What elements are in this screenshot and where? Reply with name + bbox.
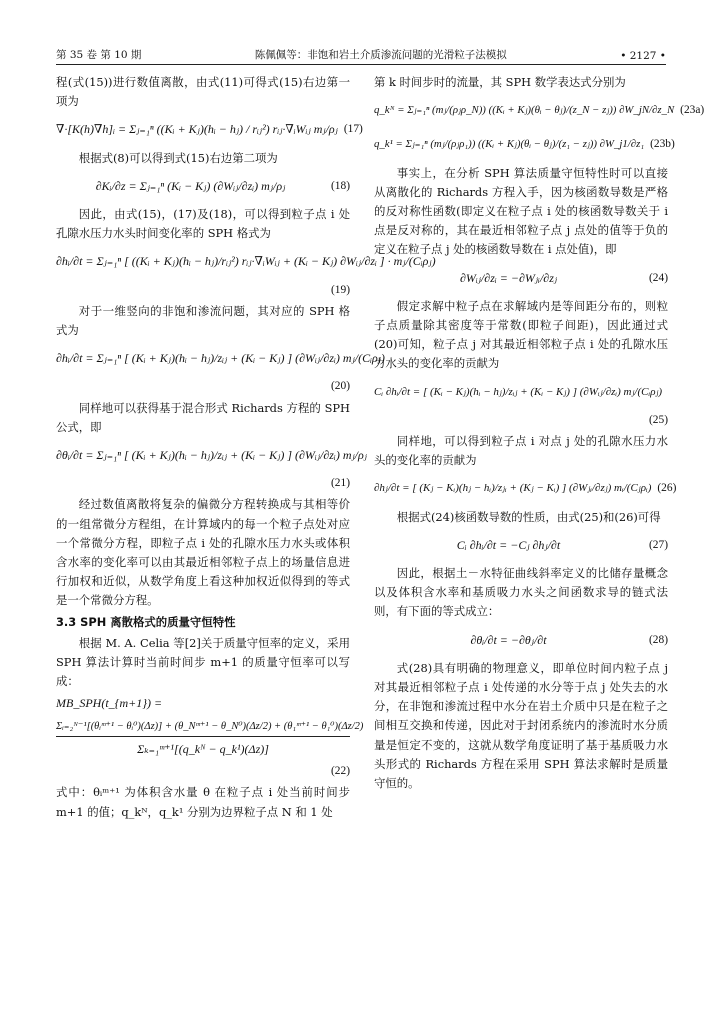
equation-number: (24) — [649, 271, 668, 284]
equation-body: ∂θᵢ/∂t = −∂θⱼ/∂t — [470, 632, 547, 647]
equation-number: (23b) — [650, 138, 675, 151]
left-column — [56, 73, 436, 822]
equation-body: Σᵢ₌₂ᴺ⁻¹[(θᵢᵐ⁺¹ − θᵢ⁰)(Δz)] + (θ_Nᵐ⁺¹ − θ_N⁰)(Δz/2) + (θ₁ᵐ⁺¹ − θ₁⁰)(Δz/2) — [56, 720, 364, 732]
paragraph: 假定求解中粒子点在求解域内是等间距分布的，则粒子点质量除其密度等于常数(即粒子间距)，因此通过式(20)可知，粒子点 j 对其最近相邻粒子点 i 处的孔隙水压力水头的变化率的贡献为 — [374, 298, 668, 371]
equation-number: (18) — [331, 179, 350, 192]
equation-17 — [56, 114, 363, 145]
header-rule — [56, 64, 666, 65]
equation-body: MB_SPH(t_{m+1}) = — [56, 696, 163, 711]
equation-body: Cᵢ ∂hᵢ/∂t = −Cⱼ ∂hⱼ/∂t — [456, 537, 561, 552]
equation-body: q_kᴺ = Σⱼ₌₁ⁿ (mⱼ/(ρⱼρ_N)) ((Kᵢ + Kⱼ)(θᵢ − θⱼ)/(z_N − zⱼ)) ∂W_jN/∂z_N — [374, 104, 675, 117]
journal-volume: 第 35 卷 第 10 期 — [56, 49, 142, 61]
equation-body: Σₖ₌₁ᵐ⁺¹[(q_kᴺ − q_k¹)(Δz)] — [137, 741, 269, 756]
equation-25 — [374, 377, 668, 408]
equation-number: (25) — [649, 413, 668, 426]
equation-body: ∂hⱼ/∂t = [ (Kⱼ − Kᵢ)(hⱼ − hᵢ)/zⱼᵢ + (Kⱼ − Kᵢ) ] (∂Wⱼᵢ/∂zⱼ) mᵢ/(Cⱼρᵢ) — [374, 482, 652, 495]
equation-27 — [374, 530, 668, 561]
page-number: • 2127 • — [620, 50, 666, 62]
equation-body: ∂Wᵢⱼ/∂zᵢ = −∂Wⱼᵢ/∂zⱼ — [459, 270, 558, 285]
paragraph: 事实上，在分析 SPH 算法质量守恒特性时可以直接从离散化的 Richards 方程入手，因为核函数导数是严格的反对称性函数(即定义在粒子点 i 处的核函数导数关于 i 点是反对称的，其在最近相邻粒子点 j 点处的值等于负的定义在粒子点 j 处的核函数导数在 i 点处值)，即 — [374, 165, 668, 257]
equation-body: ∂Kᵢ/∂z = Σⱼ₌₁ⁿ (Kᵢ − Kⱼ) (∂Wᵢⱼ/∂zᵢ) mⱼ/ρⱼ — [95, 178, 286, 193]
equation-number: (28) — [649, 633, 668, 646]
paragraph: 式(28)具有明确的物理意义，即单位时间内粒子点 j 对其最近相邻粒子点 i 处传递的水分等于点 j 处失去的水分，在非饱和渗流过程中水分在岩土介质中只是在粒子之间相互交换和传递，因此对于封闭系统内的渗流时水分质量是恒定不变的，这就从数学角度证明了基于基质吸力水头形式的 Richards 方程在采用 SPH 算法求解时是质量守恒的。 — [374, 660, 668, 791]
running-title: 陈佩佩等：非饱和岩土介质渗流问题的光滑粒子法模拟 — [254, 49, 507, 61]
equation-23a — [374, 95, 705, 126]
equation-number: (17) — [343, 123, 363, 136]
paragraph: 经过数值离散将复杂的偏微分方程转换成与其相等价的一组常微分方程组，在计算域内的每一个粒子点处对应一个常微分方程，即粒子点 i 处的孔隙水压力水头或体积含水率的变化率可以由其最近相邻粒子点上的场量信息进行加权和近似，从数学角度上看这种加权近似得到的等式是一个常微分方程。 — [56, 497, 350, 608]
equation-19 — [56, 246, 436, 277]
paragraph: 根据式(8)可以得到式(15)右边第二项为 — [78, 150, 278, 165]
equation-18 — [56, 171, 350, 202]
paragraph: 程(式(15))进行数值离散，由式(11)可得式(15)右边第一项为 — [56, 75, 350, 109]
paragraph: 第 k 时间步时的流量，其 SPH 数学表达式分别为 — [374, 75, 626, 89]
equation-number: (21) — [331, 477, 350, 490]
equation-body: ∂hᵢ/∂t = Σⱼ₌₁ⁿ [ ((Kᵢ + Kⱼ)(hᵢ − hⱼ)/rᵢⱼ²) rᵢⱼ·∇ᵢWᵢⱼ + (Kᵢ − Kⱼ) ∂Wᵢⱼ/∂zᵢ ] · mⱼ/(Cᵢρⱼ) — [56, 254, 436, 269]
equation-26 — [374, 473, 677, 504]
paragraph: 对于一维竖向的非饱和渗流问题，其对应的 SPH 格式为 — [56, 303, 350, 338]
equation-number: (22) — [331, 765, 350, 778]
equation-number: (26) — [657, 482, 677, 495]
equation-28 — [374, 625, 668, 656]
equation-22-numerator — [56, 717, 364, 737]
paragraph: 根据式(24)核函数导数的性质，由式(25)和(26)可得 — [396, 509, 661, 524]
paragraph: 因此，由式(15)，(17)及(18)，可以得到粒子点 i 处孔隙水压力水头时间变化率的 SPH 格式为 — [56, 207, 350, 241]
equation-21 — [56, 440, 367, 471]
equation-body: q_k¹ = Σⱼ₌₁ⁿ (mⱼ/(ρⱼρ₁)) ((Kᵢ + Kⱼ)(θᵢ − θⱼ)/(z₁ − zⱼ)) ∂W_j1/∂z₁ — [374, 138, 645, 151]
equation-23b — [374, 129, 675, 160]
paragraph: 因此，根据土－水特征曲线斜率定义的比储存量概念以及体积含水率和基质吸力水头之间函数求导的链式法则，有下面的等式成立： — [374, 566, 668, 619]
page-header — [56, 44, 666, 62]
equation-24 — [374, 263, 668, 294]
equation-body: Cᵢ ∂hᵢ/∂t = [ (Kᵢ − Kⱼ)(hᵢ − hⱼ)/zᵢⱼ + (Kᵢ − Kⱼ) ] (∂Wᵢⱼ/∂zᵢ) mⱼ/(Cᵢρⱼ) — [374, 385, 663, 398]
section-heading: 3.3 SPH 离散格式的质量守恒特性 — [56, 614, 236, 629]
equation-22-lhs — [56, 694, 350, 713]
equation-22-denominator — [56, 740, 350, 759]
equation-body: ∇·[K(h)∇h]ᵢ = Σⱼ₌₁ⁿ ((Kᵢ + Kⱼ)(hᵢ − hⱼ) / rᵢⱼ²) rᵢⱼ·∇ᵢWᵢⱼ mⱼ/ρⱼ — [56, 122, 338, 137]
equation-body: ∂hᵢ/∂t = Σⱼ₌₁ⁿ [ (Kᵢ + Kⱼ)(hᵢ − hⱼ)/zᵢⱼ + (Kᵢ − Kⱼ) ] (∂Wᵢⱼ/∂zᵢ) mⱼ/(Cᵢρⱼ) — [56, 351, 385, 366]
equation-number: (20) — [331, 380, 350, 393]
paragraph: 同样地可以获得基于混合形式 Richards 方程的 SPH 公式，即 — [56, 400, 350, 434]
right-column — [374, 73, 705, 793]
equation-20 — [56, 343, 385, 374]
paragraph: 同样地，可以得到粒子点 i 对点 j 处的孔隙水压力水头的变化率的贡献为 — [374, 434, 668, 468]
equation-number: (23a) — [680, 104, 705, 117]
equation-number: (19) — [331, 283, 350, 296]
equation-body: ∂θᵢ/∂t = Σⱼ₌₁ⁿ [ (Kᵢ + Kⱼ)(hᵢ − hⱼ)/zᵢⱼ + (Kᵢ − Kⱼ) ] (∂Wᵢⱼ/∂zᵢ) mⱼ/ρⱼ — [56, 448, 367, 463]
paragraph: 根据 M. A. Celia 等[2]关于质量守恒率的定义，采用 SPH 算法计算时当前时间步 m+1 的质量守恒率可以写成： — [56, 635, 350, 689]
equation-number: (27) — [649, 538, 668, 551]
paragraph: 式中：θᵢᵐ⁺¹ 为体积含水量 θ 在粒子点 i 处当前时间步 m+1 的值；q_kᴺ，q_k¹ 分别为边界粒子点 N 和 1 处 — [56, 785, 350, 819]
